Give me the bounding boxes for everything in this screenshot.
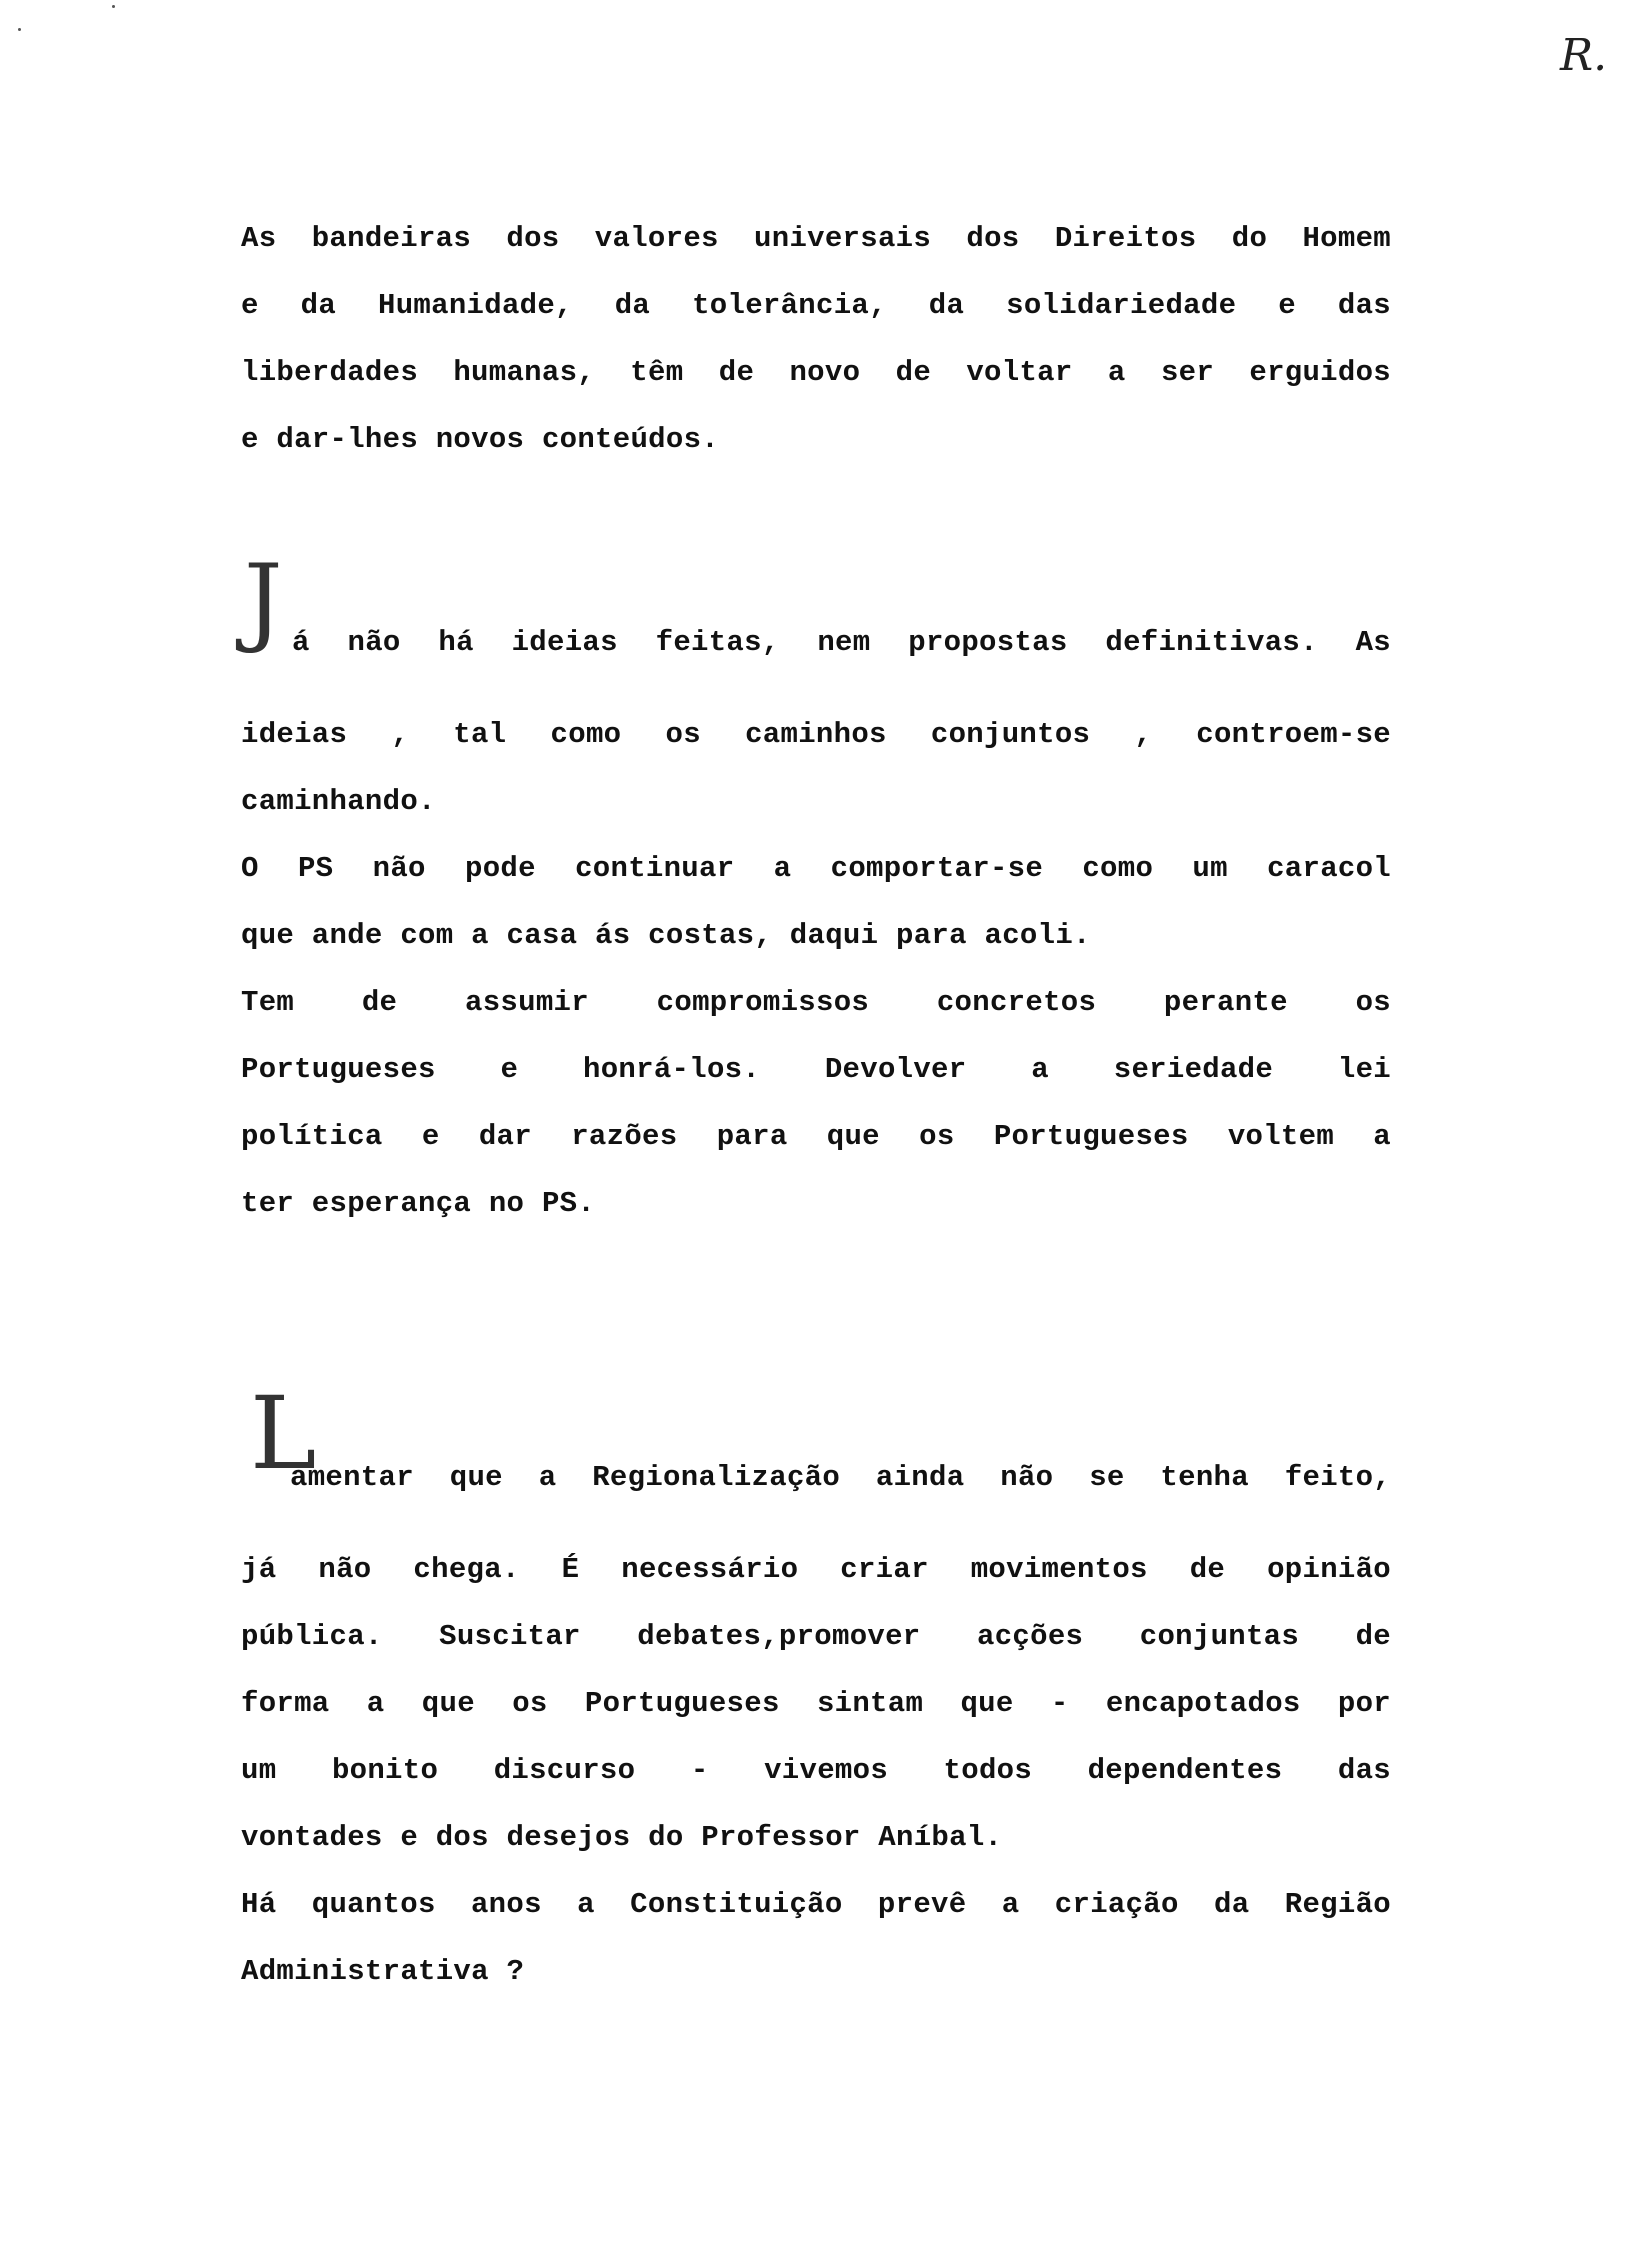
scan-speck	[18, 28, 21, 31]
paragraph-3-line-8: Administrativa ?	[241, 1955, 525, 1988]
paragraph-1-line-2: e da Humanidade, da tolerância, da solidariedade e das	[241, 289, 1391, 322]
paragraph-2-line-2: ideias , tal como os caminhos conjuntos , controem-se	[241, 718, 1391, 751]
paragraph-2-line-6: Tem de assumir compromissos concretos perante os	[241, 986, 1391, 1019]
paragraph-2-first-line: á não há ideias feitas, nem propostas definitivas. As	[292, 626, 1391, 659]
handwritten-initial-mark: R.	[1560, 30, 1608, 81]
paragraph-3-line-3: pública. Suscitar debates,promover acções conjuntas de	[241, 1620, 1391, 1653]
paragraph-3-line-2: já não chega. É necessário criar movimentos de opinião	[241, 1553, 1391, 1586]
paragraph-3-line-7: Há quantos anos a Constituição prevê a criação da Região	[241, 1888, 1391, 1921]
paragraph-3-line-4: forma a que os Portugueses sintam que - encapotados por	[241, 1687, 1391, 1720]
paragraph-2-line-8: política e dar razões para que os Portugueses voltem a	[241, 1120, 1391, 1153]
paragraph-1-line-1: As bandeiras dos valores universais dos Direitos do Homem	[241, 222, 1391, 255]
paragraph-2-line-4: O PS não pode continuar a comportar-se como um caracol	[241, 852, 1391, 885]
paragraph-2-line-3: caminhando.	[241, 785, 436, 818]
drop-cap-j: J	[244, 544, 283, 656]
drop-cap-l: L	[250, 1375, 317, 1492]
paragraph-1-line-3: liberdades humanas, têm de novo de voltar a ser erguidos	[241, 356, 1391, 389]
paragraph-2-line-7: Portugueses e honrá-los. Devolver a seriedade lei	[241, 1053, 1391, 1086]
paragraph-2-line-5: que ande com a casa ás costas, daqui para acoli.	[241, 919, 1091, 952]
paragraph-1-line-4: e dar-lhes novos conteúdos.	[241, 423, 719, 456]
paragraph-2-line-9: ter esperança no PS.	[241, 1187, 596, 1220]
paragraph-3-line-5: um bonito discurso - vivemos todos dependentes das	[241, 1754, 1391, 1787]
paragraph-3-first-line: amentar que a Regionalização ainda não se tenha feito,	[290, 1461, 1391, 1494]
scan-speck	[112, 5, 115, 8]
paragraph-3-line-6: vontades e dos desejos do Professor Aníbal.	[241, 1821, 1003, 1854]
